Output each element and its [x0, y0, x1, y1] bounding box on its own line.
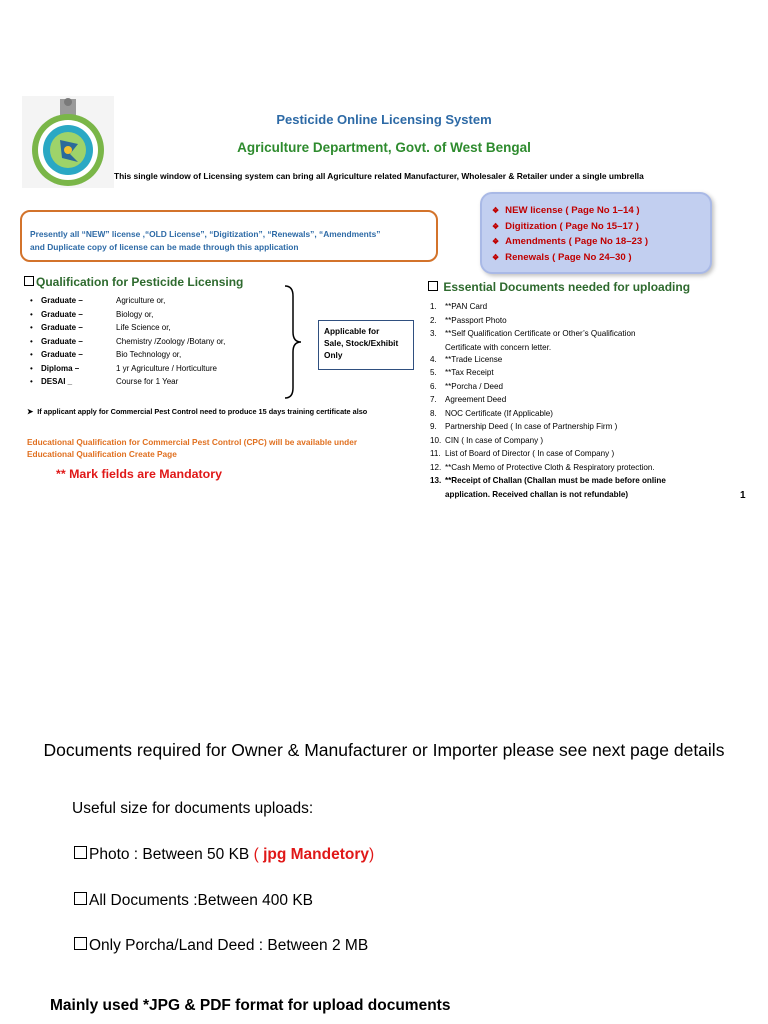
qualification-heading: Qualification for Pesticide Licensing: [24, 275, 243, 289]
star-bullet-icon: ❖: [492, 252, 500, 262]
star-bullet-icon: ❖: [492, 206, 500, 215]
all-documents-size-row: All Documents :Between 400 KB: [74, 892, 313, 910]
photo-size-row: Photo : Between 50 KB ( jpg Mandetory): [74, 846, 374, 864]
format-note: Mainly used *JPG & PDF format for upload documents: [50, 997, 451, 1014]
useful-size-heading: Useful size for documents uploads:: [72, 800, 314, 817]
doc-list-item: 4. **Trade License: [430, 355, 503, 364]
porcha-size-row: Only Porcha/Land Deed : Between 2 MB: [74, 937, 368, 955]
checkbox-bullet-icon: [74, 892, 87, 905]
doc-list-item: 7. Agreement Deed: [430, 395, 507, 404]
tagline: This single window of Licensing system can bring all Agriculture related Manufacturer, Wholesaler & Retailer under a single umbrella: [114, 171, 644, 181]
brace-connector: [283, 284, 303, 400]
department-title: Agriculture Department, Govt. of West Bengal: [237, 140, 531, 155]
doc-list-item-continuation: application. Received challan is not refundable): [445, 490, 629, 499]
checkbox-bullet-icon: [74, 937, 87, 950]
page-ref-item: ❖ Digitization ( Page No 15–17 ): [492, 220, 639, 232]
arrow-bullet-icon: ➤: [27, 407, 34, 416]
notice-line-2: and Duplicate copy of license can be made through this application: [30, 241, 299, 252]
doc-list-item: 5. **Tax Receipt: [430, 368, 494, 377]
doc-list-item-continuation: Certificate with concern letter.: [445, 343, 552, 352]
doc-list-item: 1. **PAN Card: [430, 302, 488, 311]
doc-list-item: 12. **Cash Memo of Protective Cloth & Respiratory protection.: [430, 462, 655, 472]
page-ref-item: ❖ Renewals ( Page No 24–30 ): [492, 251, 632, 263]
page-ref-item: ❖ Amendments ( Page No 18–23 ): [492, 236, 649, 248]
doc-list-item: 9. Partnership Deed ( In case of Partnership Firm ): [430, 422, 618, 431]
essential-docs-heading: Essential Documents needed for uploading: [428, 280, 690, 294]
star-bullet-icon: ❖: [492, 237, 500, 247]
page-number: 1: [740, 490, 746, 501]
doc-list-item: 2. **Passport Photo: [430, 315, 507, 325]
doc-list-item: 3. **Self Qualification Certificate or Other’s Qualification: [430, 329, 636, 338]
notice-box: [20, 210, 438, 262]
doc-list-item: 8. NOC Certificate (If Applicable): [430, 408, 553, 418]
star-bullet-icon: ❖: [492, 221, 500, 231]
page-ref-item: ❖ NEW license ( Page No 1–14 ): [492, 205, 640, 216]
pest-control-note: ➤ If applicant apply for Commercial Pest Control need to produce 15 days training certificate also: [27, 407, 368, 416]
doc-list-item: 10. CIN ( In case of Company ): [430, 435, 544, 445]
cpc-note: Educational Qualification for Commercial Pest Control (CPC) will be available under Educational Qualification Create Page: [27, 437, 358, 459]
documents-required-note: Documents required for Owner & Manufacturer or Importer please see next page details: [43, 740, 725, 760]
page-reference-box: [480, 192, 712, 274]
doc-list-item: 13. **Receipt of Challan (Challan must be made before online: [430, 476, 666, 485]
system-title: Pesticide Online Licensing System: [276, 112, 492, 127]
applicable-note-box: Applicable for Sale, Stock/Exhibit Only: [318, 320, 414, 370]
checkbox-bullet-icon: [428, 281, 438, 291]
checkbox-bullet-icon: [24, 276, 34, 286]
notice-line-1: Presently all “NEW” license ,“OLD License”, “Digitization”, “Renewals”, “Amendments”: [30, 229, 381, 239]
checkbox-bullet-icon: [74, 846, 87, 859]
mandatory-note: ** Mark fields are Mandatory: [56, 467, 222, 481]
doc-list-item: 11. List of Board of Director ( In case of Company ): [430, 449, 615, 458]
doc-list-item: 6. **Porcha / Deed: [430, 381, 504, 391]
